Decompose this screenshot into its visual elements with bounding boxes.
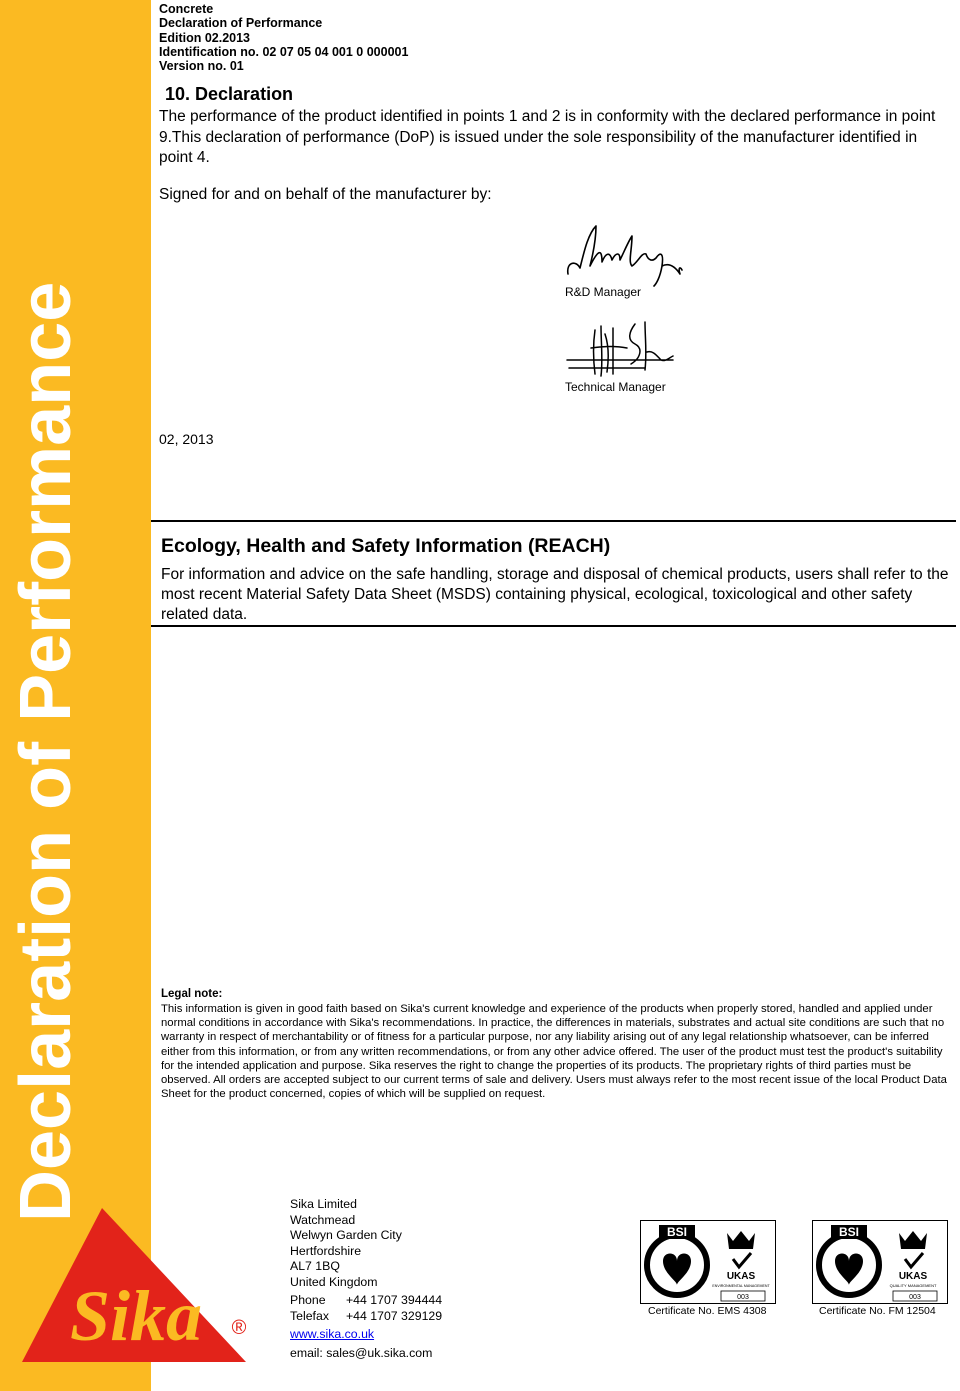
certificate-ems-label: Certificate No. EMS 4308 [648, 1305, 767, 1317]
svg-text:003: 003 [909, 1294, 921, 1301]
signed-statement: Signed for and on behalf of the manufacturer by: [159, 186, 492, 203]
phone-label: Phone [290, 1293, 326, 1307]
reach-title: Ecology, Health and Safety Information (REACH) [161, 535, 611, 557]
section-divider-bottom [151, 625, 956, 627]
header-identification: Identification no. 02 07 05 04 001 0 000001 [159, 44, 409, 59]
address-city: Welwyn Garden City [290, 1228, 402, 1242]
bsi-ukas-ems-badge [640, 1220, 776, 1304]
reach-text: For information and advice on the safe handling, storage and disposal of chemical products, users shall refer to the most recent Material Safety Data Sheet (MSDS) containing physical, ecological, toxicological and other safety related data. [161, 566, 949, 623]
bsi-ukas-fm-badge [812, 1220, 948, 1304]
section-divider-top [151, 520, 956, 522]
svg-text:QUALITY MANAGEMENT: QUALITY MANAGEMENT [889, 1283, 937, 1288]
crown-icon [727, 1231, 755, 1249]
phone-number: +44 1707 394444 [346, 1293, 443, 1307]
legal-note-text: This information is given in good faith based on Sika's current knowledge and experience of the products when properly stored, handled and applied under normal conditions in accordance with Sika's recommendations. In practice, the differences in materials, substrates and actual site conditions are such that no warranty in respect of merchantability or of fitness for a particular purpose, nor any liability arising out of any legal relationship whatsoever, can be inferred either from this information, or from any written recommendations, or from any other advice offered. The user of the product must test the product's suitability for the intended application and purpose. Sika reserves the right to change the properties of its products. The proprietary rights of third parties must be observed. All orders are accepted subject to our current terms of sale and delivery. Users must always refer to the most recent issue of the local Product Data Sheet for the product concerned, copies of which will be supplied on request. [161, 1003, 947, 1101]
svg-text:ENVIRONMENTAL MANAGEMENT: ENVIRONMENTAL MANAGEMENT [712, 1284, 770, 1288]
declaration-title: 10. Declaration [165, 84, 294, 104]
sika-logo [20, 1200, 250, 1370]
header-product: Concrete [159, 2, 214, 16]
email-address[interactable]: email: sales@uk.sika.com [290, 1345, 433, 1360]
rd-manager-signature [562, 222, 687, 288]
company-address [290, 1197, 442, 1361]
legal-note-label: Legal note: [161, 988, 223, 1000]
crown-icon [899, 1231, 927, 1249]
logo-registered-mark: ® [231, 1317, 247, 1339]
fax-label: Telefax [290, 1308, 329, 1323]
svg-text:UKAS: UKAS [898, 1271, 928, 1282]
technical-manager-signature [565, 318, 680, 378]
header-version: Version no. 01 [159, 59, 244, 74]
technical-manager-label: Technical Manager [565, 380, 666, 394]
svg-text:BSI: BSI [838, 1225, 860, 1239]
address-country: United Kingdom [290, 1274, 378, 1289]
address-county: Hertfordshire [290, 1243, 362, 1258]
address-street: Watchmead [290, 1212, 356, 1227]
declaration-date: 02, 2013 [159, 431, 214, 447]
certificate-fm-label: Certificate No. FM 12504 [819, 1305, 936, 1317]
sidebar-title: Declaration of Performance [6, 281, 86, 1222]
logo-wordmark: Sika [69, 1276, 203, 1356]
svg-text:UKAS: UKAS [726, 1271, 756, 1282]
phone-row [290, 1293, 442, 1309]
svg-text:BSI: BSI [666, 1225, 688, 1239]
svg-text:003: 003 [737, 1294, 749, 1301]
tick-icon [905, 1253, 923, 1267]
tick-icon [733, 1253, 751, 1267]
company-name: Sika Limited [290, 1197, 357, 1211]
fax-number: +44 1707 329129 [346, 1308, 443, 1323]
declaration-text: The performance of the product identified in points 1 and 2 is in conformity with the declared performance in point 9.This declaration of performance (DoP) is issued under the sole responsibility of the manufacturer identified in point 4. [159, 108, 936, 166]
address-postcode: AL7 1BQ [290, 1259, 340, 1273]
rd-manager-label: R&D Manager [565, 285, 642, 299]
header-doc-type: Declaration of Performance [159, 16, 323, 31]
fax-row [290, 1309, 442, 1325]
document-header [159, 2, 408, 73]
header-edition: Edition 02.2013 [159, 30, 251, 45]
website-link[interactable]: www.sika.co.uk [290, 1327, 375, 1341]
